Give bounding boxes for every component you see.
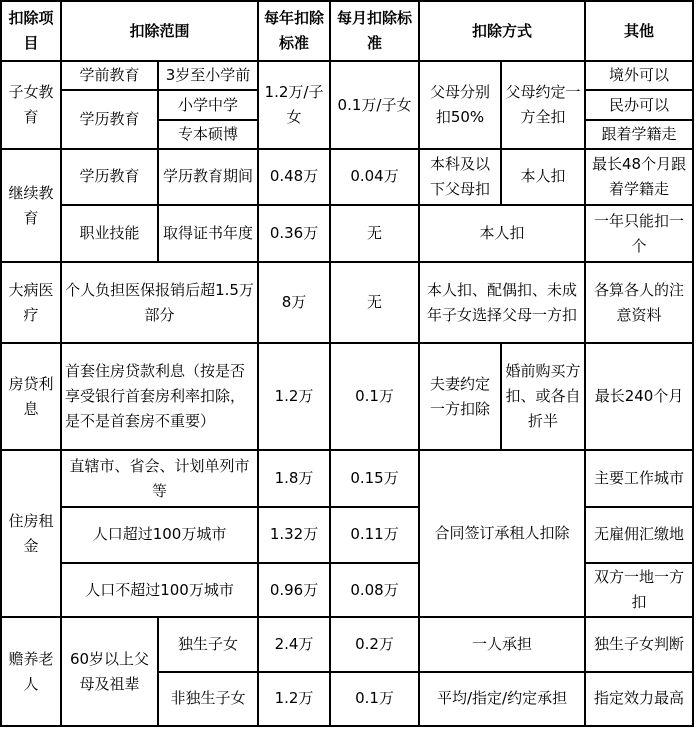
rent-other-tier2: 无雇佣汇缴地 <box>585 507 693 563</box>
children-method-one: 父母约定一方全扣 <box>501 61 585 148</box>
header-method: 扣除方式 <box>419 1 585 61</box>
continuing-academic-monthly: 0.04万 <box>330 149 419 205</box>
rent-annual-tier3: 0.96万 <box>258 563 330 617</box>
illness-monthly: 无 <box>330 262 419 342</box>
rent-scope-tier1: 直辖市、省会、计划单列市等 <box>61 450 258 506</box>
category-elderly: 赡养老人 <box>1 617 61 726</box>
rent-annual-tier1: 1.8万 <box>258 450 330 506</box>
elderly-non-monthly: 0.1万 <box>330 672 419 726</box>
continuing-academic-period: 学历教育期间 <box>158 149 258 205</box>
illness-scope: 个人负担医保报销后超1.5万部分 <box>61 262 258 342</box>
continuing-vocational-annual: 0.36万 <box>258 205 330 262</box>
continuing-vocational-monthly: 无 <box>330 205 419 262</box>
elderly-non-method: 平均/指定/约定承担 <box>419 672 585 726</box>
header-row <box>1 1 693 61</box>
header-item: 扣除项目 <box>1 1 61 61</box>
elderly-only-monthly: 0.2万 <box>330 617 419 671</box>
children-other-private: 民办可以 <box>585 90 693 119</box>
header-monthly: 每月扣除标准 <box>330 1 419 61</box>
continuing-academic-method-self: 本人扣 <box>501 149 585 205</box>
table-row <box>1 149 693 205</box>
children-other-enrollment: 跟着学籍走 <box>585 120 693 149</box>
children-method-split: 父母分别扣50% <box>419 61 501 148</box>
category-continuing: 继续教育 <box>1 149 61 263</box>
mortgage-method-couple: 夫妻约定一方扣除 <box>419 343 501 451</box>
mortgage-scope: 首套住房贷款利息（按是否享受银行首套房利率扣除，是不是首套房不重要） <box>61 343 258 451</box>
elderly-non-annual: 1.2万 <box>258 672 330 726</box>
continuing-academic-other: 最长48个月跟着学籍走 <box>585 149 693 205</box>
continuing-vocational: 职业技能 <box>61 205 158 262</box>
rent-monthly-tier3: 0.08万 <box>330 563 419 617</box>
header-annual: 每年扣除标准 <box>258 1 330 61</box>
continuing-academic: 学历教育 <box>61 149 158 205</box>
rent-monthly-tier1: 0.15万 <box>330 450 419 506</box>
table-row <box>1 61 693 90</box>
elderly-only-method: 一人承担 <box>419 617 585 671</box>
category-rent: 住房租金 <box>1 450 61 617</box>
rent-scope-tier3: 人口不超过100万城市 <box>61 563 258 617</box>
continuing-vocational-other: 一年只能扣一个 <box>585 205 693 262</box>
children-academic-range1: 小学中学 <box>158 90 258 119</box>
continuing-academic-method-parents: 本科及以下父母扣 <box>419 149 501 205</box>
elderly-only-child: 独生子女 <box>158 617 258 671</box>
illness-annual: 8万 <box>258 262 330 342</box>
table-row <box>1 507 693 563</box>
children-preschool: 学前教育 <box>61 61 158 90</box>
rent-other-tier3: 双方一地一方扣 <box>585 563 693 617</box>
table-row <box>1 563 693 617</box>
rent-annual-tier2: 1.32万 <box>258 507 330 563</box>
rent-scope-tier2: 人口超过100万城市 <box>61 507 258 563</box>
mortgage-annual: 1.2万 <box>258 343 330 451</box>
continuing-vocational-method: 本人扣 <box>419 205 585 262</box>
header-scope: 扣除范围 <box>61 1 258 61</box>
children-preschool-range: 3岁至小学前 <box>158 61 258 90</box>
category-illness: 大病医疗 <box>1 262 61 342</box>
elderly-non-only-child: 非独生子女 <box>158 672 258 726</box>
category-children: 子女教育 <box>1 61 61 148</box>
elderly-only-annual: 2.4万 <box>258 617 330 671</box>
illness-other: 各算各人的注意资料 <box>585 262 693 342</box>
children-monthly: 0.1万/子女 <box>330 61 419 148</box>
mortgage-other: 最长240个月 <box>585 343 693 451</box>
elderly-scope: 60岁以上父母及祖辈 <box>61 617 158 726</box>
continuing-academic-annual: 0.48万 <box>258 149 330 205</box>
table-row <box>1 205 693 262</box>
mortgage-method-premarital: 婚前购买方扣、或各自折半 <box>501 343 585 451</box>
rent-monthly-tier2: 0.11万 <box>330 507 419 563</box>
table-row <box>1 262 693 342</box>
table-row <box>1 343 693 451</box>
elderly-only-other: 独生子女判断 <box>585 617 693 671</box>
rent-other-tier1: 主要工作城市 <box>585 450 693 506</box>
continuing-vocational-period: 取得证书年度 <box>158 205 258 262</box>
illness-method: 本人扣、配偶扣、未成年子女选择父母一方扣 <box>419 262 585 342</box>
elderly-non-other: 指定效力最高 <box>585 672 693 726</box>
header-other: 其他 <box>585 1 693 61</box>
children-academic-range2: 专本硕博 <box>158 120 258 149</box>
children-other-abroad: 境外可以 <box>585 61 693 90</box>
children-annual: 1.2万/子女 <box>258 61 330 148</box>
rent-method: 合同签订承租人扣除 <box>419 450 585 617</box>
children-academic: 学历教育 <box>61 90 158 148</box>
table-row <box>1 617 693 671</box>
category-mortgage: 房贷利息 <box>1 343 61 451</box>
mortgage-monthly: 0.1万 <box>330 343 419 451</box>
table-row <box>1 450 693 506</box>
